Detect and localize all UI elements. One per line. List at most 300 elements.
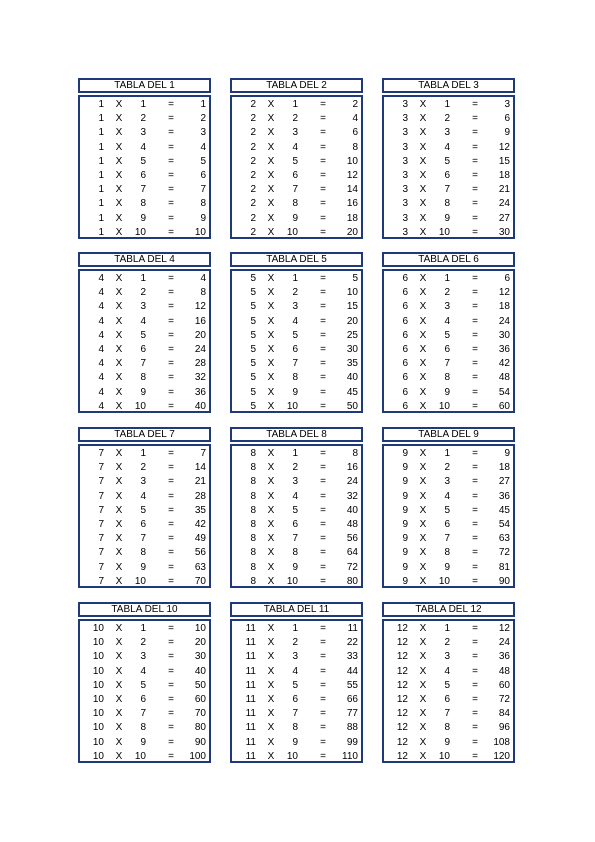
- equals-sign: =: [320, 708, 326, 720]
- product: 60: [194, 693, 206, 705]
- table-row: [232, 183, 361, 197]
- multiplier: 5: [140, 504, 146, 516]
- equals-sign: =: [472, 651, 478, 663]
- product: 96: [498, 722, 510, 734]
- equals-sign: =: [472, 184, 478, 196]
- multiplicand: 8: [250, 547, 256, 559]
- times-sign: X: [419, 141, 427, 153]
- times-sign: X: [267, 198, 275, 210]
- multiplier: 10: [134, 400, 146, 412]
- times-sign: X: [267, 400, 275, 412]
- table-body: [230, 269, 363, 413]
- multiplicand: 9: [402, 462, 408, 474]
- times-sign: X: [419, 386, 427, 398]
- equals-sign: =: [320, 329, 326, 341]
- table-row: [80, 141, 209, 155]
- times-sign: X: [115, 184, 123, 196]
- multiplier: 10: [286, 226, 298, 238]
- table-row: [232, 546, 361, 560]
- product: 44: [346, 665, 358, 677]
- multiplicand: 7: [98, 476, 104, 488]
- table-row: [384, 504, 513, 518]
- equals-sign: =: [320, 693, 326, 705]
- multiplier: 8: [292, 198, 298, 210]
- product: 77: [346, 708, 358, 720]
- product: 30: [498, 226, 510, 238]
- equals-sign: =: [472, 343, 478, 355]
- table-row: [232, 475, 361, 489]
- equals-sign: =: [168, 448, 174, 459]
- table-row: [80, 286, 209, 300]
- table-row: [384, 98, 513, 112]
- multiplier: 7: [292, 533, 298, 545]
- times-sign: X: [115, 301, 123, 313]
- multiplier: 5: [292, 679, 298, 691]
- multiplicand: 7: [98, 547, 104, 559]
- multiplicand: 11: [245, 708, 256, 720]
- times-sign: X: [267, 693, 275, 705]
- multiplicand: 5: [250, 358, 256, 370]
- times-sign: X: [115, 113, 123, 125]
- product: 42: [194, 518, 206, 530]
- multiplicand: 12: [396, 637, 408, 649]
- table-row: [80, 212, 209, 226]
- multiplicand: 12: [396, 736, 408, 748]
- multiplicand: 3: [402, 127, 408, 139]
- times-sign: X: [115, 448, 123, 459]
- table-row: [232, 561, 361, 575]
- table-row: [384, 665, 513, 679]
- multiplicand: 5: [250, 301, 256, 313]
- times-sign: X: [115, 693, 123, 705]
- equals-sign: =: [168, 315, 174, 327]
- product: 3: [200, 127, 206, 139]
- equals-sign: =: [472, 287, 478, 299]
- equals-sign: =: [320, 547, 326, 559]
- multiplicand: 4: [98, 329, 104, 341]
- table-row: [384, 155, 513, 169]
- multiplicand: 5: [250, 343, 256, 355]
- multiplicand: 12: [396, 623, 408, 634]
- multiplicand: 1: [98, 99, 104, 110]
- times-sign: X: [419, 273, 427, 284]
- equals-sign: =: [472, 518, 478, 530]
- table-row: [232, 665, 361, 679]
- multiplier: 10: [286, 400, 298, 412]
- times-sign: X: [267, 99, 275, 110]
- table-row: [384, 272, 513, 286]
- multiplier: 10: [134, 750, 146, 762]
- multiplier: 5: [444, 504, 450, 516]
- times-sign: X: [267, 301, 275, 313]
- multiplicand: 3: [402, 155, 408, 167]
- times-table-3: [382, 78, 515, 239]
- multiplicand: 10: [92, 693, 104, 705]
- multiplier: 7: [140, 184, 146, 196]
- table-row: [232, 300, 361, 314]
- times-sign: X: [419, 623, 427, 634]
- product: 11: [347, 623, 358, 634]
- times-sign: X: [267, 212, 275, 224]
- times-sign: X: [419, 169, 427, 181]
- product: 28: [194, 490, 206, 502]
- table-row: [384, 461, 513, 475]
- multiplier: 9: [292, 736, 298, 748]
- times-sign: X: [267, 329, 275, 341]
- equals-sign: =: [168, 722, 174, 734]
- multiplier: 4: [444, 490, 450, 502]
- equals-sign: =: [168, 141, 174, 153]
- product: 9: [200, 212, 206, 224]
- product: 22: [346, 637, 358, 649]
- equals-sign: =: [472, 212, 478, 224]
- product: 18: [346, 212, 358, 224]
- multiplier: 7: [140, 533, 146, 545]
- product: 50: [346, 400, 358, 412]
- times-sign: X: [419, 301, 427, 313]
- product: 30: [498, 329, 510, 341]
- equals-sign: =: [320, 490, 326, 502]
- product: 45: [346, 386, 358, 398]
- equals-sign: =: [168, 736, 174, 748]
- times-sign: X: [115, 708, 123, 720]
- product: 18: [498, 301, 510, 313]
- multiplier: 9: [140, 212, 146, 224]
- times-sign: X: [267, 462, 275, 474]
- multiplicand: 4: [98, 315, 104, 327]
- equals-sign: =: [472, 462, 478, 474]
- product: 120: [493, 750, 510, 762]
- product: 5: [352, 273, 358, 284]
- multiplicand: 10: [92, 679, 104, 691]
- multiplier: 3: [140, 301, 146, 313]
- equals-sign: =: [320, 575, 326, 587]
- multiplicand: 6: [402, 372, 408, 384]
- multiplicand: 2: [250, 212, 256, 224]
- equals-sign: =: [320, 386, 326, 398]
- times-table-8: [230, 427, 363, 588]
- product: 20: [346, 315, 358, 327]
- table-row: [80, 357, 209, 371]
- product: 49: [194, 533, 206, 545]
- equals-sign: =: [320, 518, 326, 530]
- times-sign: X: [115, 273, 123, 284]
- multiplier: 3: [292, 476, 298, 488]
- equals-sign: =: [320, 113, 326, 125]
- multiplicand: 9: [402, 561, 408, 573]
- table-row: [80, 736, 209, 750]
- table-row: [80, 272, 209, 286]
- multiplier: 1: [444, 99, 450, 110]
- times-sign: X: [115, 169, 123, 181]
- product: 7: [200, 448, 206, 459]
- times-sign: X: [419, 329, 427, 341]
- product: 12: [498, 287, 510, 299]
- multiplicand: 3: [402, 198, 408, 210]
- table-row: [80, 226, 209, 240]
- multiplier: 6: [292, 169, 298, 181]
- product: 6: [504, 113, 510, 125]
- equals-sign: =: [320, 623, 326, 634]
- multiplicand: 10: [92, 665, 104, 677]
- product: 45: [498, 504, 510, 516]
- product: 72: [346, 561, 358, 573]
- multiplier: 5: [444, 679, 450, 691]
- table-row: [232, 169, 361, 183]
- multiplicand: 7: [98, 504, 104, 516]
- times-sign: X: [267, 476, 275, 488]
- table-row: [384, 679, 513, 693]
- product: 33: [346, 651, 358, 663]
- table-row: [232, 357, 361, 371]
- times-sign: X: [419, 637, 427, 649]
- multiplicand: 5: [250, 400, 256, 412]
- product: 8: [352, 141, 358, 153]
- equals-sign: =: [472, 561, 478, 573]
- multiplier: 8: [140, 372, 146, 384]
- equals-sign: =: [168, 637, 174, 649]
- times-sign: X: [115, 679, 123, 691]
- equals-sign: =: [320, 301, 326, 313]
- equals-sign: =: [168, 169, 174, 181]
- product: 20: [194, 637, 206, 649]
- table-title: TABLA DEL 1: [78, 78, 211, 93]
- table-row: [80, 721, 209, 735]
- multiplicand: 5: [250, 273, 256, 284]
- table-row: [384, 622, 513, 636]
- table-body: [78, 444, 211, 588]
- equals-sign: =: [320, 750, 326, 762]
- times-table-7: [78, 427, 211, 588]
- times-sign: X: [115, 476, 123, 488]
- multiplier: 10: [438, 575, 450, 587]
- multiplier: 1: [292, 623, 298, 634]
- multiplicand: 2: [250, 113, 256, 125]
- table-row: [384, 112, 513, 126]
- times-sign: X: [267, 386, 275, 398]
- table-row: [80, 490, 209, 504]
- table-row: [232, 721, 361, 735]
- multiplicand: 8: [250, 448, 256, 459]
- equals-sign: =: [320, 141, 326, 153]
- multiplicand: 1: [98, 155, 104, 167]
- multiplicand: 5: [250, 287, 256, 299]
- multiplier: 7: [292, 358, 298, 370]
- times-sign: X: [267, 358, 275, 370]
- product: 7: [200, 184, 206, 196]
- table-row: [80, 561, 209, 575]
- multiplier: 4: [140, 141, 146, 153]
- product: 70: [194, 708, 206, 720]
- times-sign: X: [115, 386, 123, 398]
- times-sign: X: [267, 533, 275, 545]
- product: 12: [346, 169, 358, 181]
- times-sign: X: [267, 504, 275, 516]
- times-sign: X: [267, 155, 275, 167]
- times-sign: X: [267, 127, 275, 139]
- equals-sign: =: [472, 400, 478, 412]
- times-sign: X: [115, 736, 123, 748]
- equals-sign: =: [320, 343, 326, 355]
- multiplier: 1: [292, 99, 298, 110]
- times-sign: X: [115, 623, 123, 634]
- product: 48: [498, 372, 510, 384]
- multiplier: 9: [292, 212, 298, 224]
- equals-sign: =: [320, 155, 326, 167]
- table-row: [232, 226, 361, 240]
- product: 1: [200, 99, 206, 110]
- table-row: [80, 750, 209, 764]
- equals-sign: =: [320, 372, 326, 384]
- product: 10: [194, 226, 206, 238]
- equals-sign: =: [320, 679, 326, 691]
- table-row: [232, 112, 361, 126]
- multiplicand: 4: [98, 343, 104, 355]
- product: 14: [194, 462, 206, 474]
- multiplicand: 1: [98, 113, 104, 125]
- multiplier: 1: [292, 273, 298, 284]
- table-row: [80, 622, 209, 636]
- equals-sign: =: [168, 198, 174, 210]
- times-sign: X: [267, 343, 275, 355]
- multiplicand: 2: [250, 99, 256, 110]
- multiplier: 1: [444, 623, 450, 634]
- table-body: [382, 269, 515, 413]
- product: 54: [498, 386, 510, 398]
- multiplier: 9: [444, 212, 450, 224]
- multiplicand: 4: [98, 358, 104, 370]
- table-row: [384, 707, 513, 721]
- times-sign: X: [267, 637, 275, 649]
- multiplier: 8: [444, 547, 450, 559]
- times-sign: X: [115, 400, 123, 412]
- table-row: [384, 315, 513, 329]
- equals-sign: =: [320, 99, 326, 110]
- multiplier: 6: [292, 518, 298, 530]
- product: 20: [346, 226, 358, 238]
- table-row: [80, 329, 209, 343]
- product: 4: [352, 113, 358, 125]
- equals-sign: =: [168, 386, 174, 398]
- equals-sign: =: [168, 693, 174, 705]
- multiplier: 1: [444, 273, 450, 284]
- table-row: [384, 357, 513, 371]
- multiplier: 4: [140, 490, 146, 502]
- multiplicand: 1: [98, 141, 104, 153]
- multiplicand: 2: [250, 169, 256, 181]
- equals-sign: =: [168, 287, 174, 299]
- product: 48: [346, 518, 358, 530]
- multiplicand: 7: [98, 533, 104, 545]
- equals-sign: =: [168, 561, 174, 573]
- table-title: TABLA DEL 11: [230, 602, 363, 617]
- times-sign: X: [115, 518, 123, 530]
- table-row: [232, 400, 361, 414]
- equals-sign: =: [472, 141, 478, 153]
- multiplier: 1: [444, 448, 450, 459]
- equals-sign: =: [168, 665, 174, 677]
- multiplier: 2: [140, 113, 146, 125]
- multiplicand: 2: [250, 226, 256, 238]
- table-row: [80, 447, 209, 461]
- product: 21: [498, 184, 510, 196]
- product: 20: [194, 329, 206, 341]
- multiplicand: 3: [402, 226, 408, 238]
- multiplicand: 11: [245, 623, 256, 634]
- table-row: [232, 212, 361, 226]
- multiplier: 2: [292, 287, 298, 299]
- product: 40: [346, 504, 358, 516]
- multiplicand: 1: [98, 212, 104, 224]
- equals-sign: =: [168, 329, 174, 341]
- product: 18: [498, 462, 510, 474]
- table-row: [384, 650, 513, 664]
- multiplier: 4: [140, 315, 146, 327]
- multiplicand: 8: [250, 575, 256, 587]
- equals-sign: =: [472, 547, 478, 559]
- multiplier: 5: [444, 155, 450, 167]
- multiplicand: 10: [92, 708, 104, 720]
- multiplicand: 4: [98, 386, 104, 398]
- table-row: [80, 665, 209, 679]
- product: 42: [498, 358, 510, 370]
- times-sign: X: [115, 287, 123, 299]
- product: 9: [504, 127, 510, 139]
- times-sign: X: [115, 329, 123, 341]
- product: 80: [194, 722, 206, 734]
- multiplicand: 9: [402, 575, 408, 587]
- multiplier: 10: [438, 400, 450, 412]
- times-sign: X: [115, 462, 123, 474]
- multiplier: 10: [286, 750, 298, 762]
- multiplier: 10: [286, 575, 298, 587]
- multiplier: 4: [444, 315, 450, 327]
- table-row: [232, 447, 361, 461]
- table-row: [80, 197, 209, 211]
- equals-sign: =: [472, 504, 478, 516]
- multiplier: 7: [140, 708, 146, 720]
- times-sign: X: [419, 651, 427, 663]
- multiplicand: 2: [250, 155, 256, 167]
- multiplicand: 7: [98, 448, 104, 459]
- multiplier: 6: [444, 693, 450, 705]
- times-sign: X: [419, 287, 427, 299]
- multiplier: 7: [444, 358, 450, 370]
- equals-sign: =: [168, 462, 174, 474]
- equals-sign: =: [320, 665, 326, 677]
- multiplier: 1: [292, 448, 298, 459]
- equals-sign: =: [168, 99, 174, 110]
- multiplicand: 11: [245, 722, 256, 734]
- multiplier: 3: [140, 651, 146, 663]
- table-row: [80, 300, 209, 314]
- multiplicand: 3: [402, 113, 408, 125]
- multiplicand: 12: [396, 708, 408, 720]
- product: 100: [189, 750, 206, 762]
- equals-sign: =: [472, 226, 478, 238]
- product: 36: [498, 651, 510, 663]
- table-row: [384, 736, 513, 750]
- times-sign: X: [419, 518, 427, 530]
- multiplier: 9: [292, 386, 298, 398]
- times-sign: X: [419, 212, 427, 224]
- times-table-6: [382, 252, 515, 413]
- equals-sign: =: [472, 99, 478, 110]
- times-sign: X: [419, 448, 427, 459]
- equals-sign: =: [472, 301, 478, 313]
- equals-sign: =: [472, 708, 478, 720]
- table-row: [80, 475, 209, 489]
